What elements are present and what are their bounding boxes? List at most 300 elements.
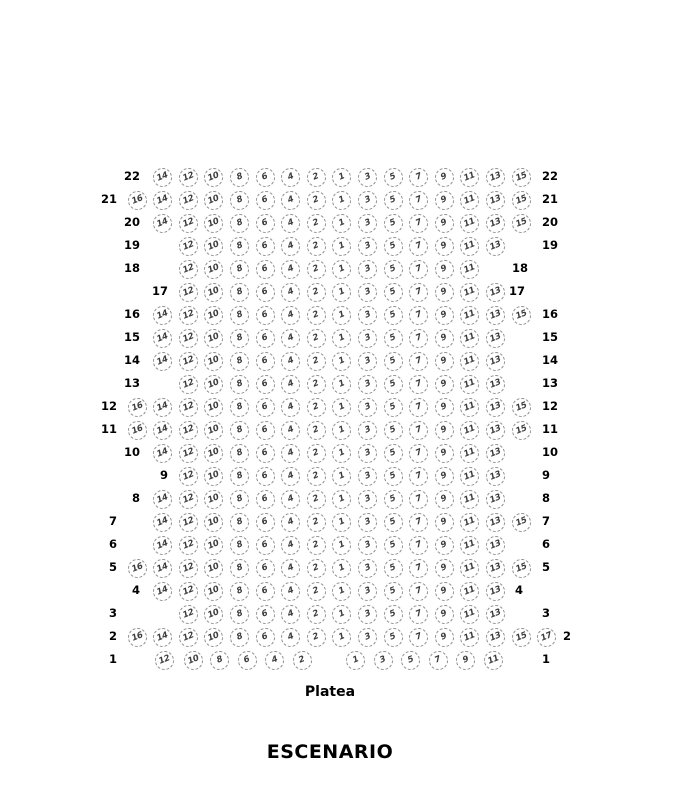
seat-row9-6[interactable] [256, 467, 275, 486]
seat-row15-7[interactable] [409, 329, 428, 348]
seat-row4-14[interactable] [153, 582, 172, 601]
seat-row14-9[interactable] [435, 352, 454, 371]
seat-row11-13[interactable] [486, 421, 505, 440]
seat-row13-13[interactable] [486, 375, 505, 394]
seat-row1-8[interactable] [210, 651, 229, 670]
seat-row6-3[interactable] [358, 536, 377, 555]
seat-row15-6[interactable] [256, 329, 275, 348]
seat-row20-9[interactable] [435, 214, 454, 233]
seat-row12-7[interactable] [409, 398, 428, 417]
seat-row6-11[interactable] [460, 536, 479, 555]
seat-row2-1[interactable] [332, 628, 351, 647]
seat-row1-1[interactable] [346, 651, 365, 670]
seat-row10-13[interactable] [486, 444, 505, 463]
seat-row14-6[interactable] [256, 352, 275, 371]
seat-row18-2[interactable] [307, 260, 326, 279]
seat-row3-1[interactable] [332, 605, 351, 624]
seat-row19-1[interactable] [332, 237, 351, 256]
seat-row3-9[interactable] [435, 605, 454, 624]
seat-row19-7[interactable] [409, 237, 428, 256]
seat-row16-10[interactable] [204, 306, 223, 325]
seat-row5-15[interactable] [512, 559, 531, 578]
seat-row11-6[interactable] [256, 421, 275, 440]
seat-row10-2[interactable] [307, 444, 326, 463]
seat-row9-13[interactable] [486, 467, 505, 486]
seat-row12-12[interactable] [179, 398, 198, 417]
seat-row16-2[interactable] [307, 306, 326, 325]
seat-row9-12[interactable] [179, 467, 198, 486]
seat-row8-9[interactable] [435, 490, 454, 509]
seat-row14-7[interactable] [409, 352, 428, 371]
seat-row11-8[interactable] [230, 421, 249, 440]
seat-row19-6[interactable] [256, 237, 275, 256]
seat-row16-4[interactable] [281, 306, 300, 325]
seat-row10-1[interactable] [332, 444, 351, 463]
seat-row15-9[interactable] [435, 329, 454, 348]
seat-row11-5[interactable] [384, 421, 403, 440]
seat-row12-4[interactable] [281, 398, 300, 417]
seat-row11-10[interactable] [204, 421, 223, 440]
seat-row2-17[interactable] [537, 628, 556, 647]
seat-row2-9[interactable] [435, 628, 454, 647]
seat-row14-11[interactable] [460, 352, 479, 371]
seat-row15-12[interactable] [179, 329, 198, 348]
seat-row15-13[interactable] [486, 329, 505, 348]
seat-row14-12[interactable] [179, 352, 198, 371]
seat-row10-3[interactable] [358, 444, 377, 463]
seat-row5-12[interactable] [179, 559, 198, 578]
seat-row5-8[interactable] [230, 559, 249, 578]
seat-row8-14[interactable] [153, 490, 172, 509]
seat-row15-14[interactable] [153, 329, 172, 348]
seat-row7-10[interactable] [204, 513, 223, 532]
seat-row12-1[interactable] [332, 398, 351, 417]
seat-row22-13[interactable] [486, 168, 505, 187]
seat-row3-11[interactable] [460, 605, 479, 624]
seat-row4-3[interactable] [358, 582, 377, 601]
seat-row9-8[interactable] [230, 467, 249, 486]
seat-row1-2[interactable] [293, 651, 312, 670]
seat-row18-11[interactable] [460, 260, 479, 279]
seat-row14-2[interactable] [307, 352, 326, 371]
seat-row21-7[interactable] [409, 191, 428, 210]
seat-row20-10[interactable] [204, 214, 223, 233]
seat-row7-13[interactable] [486, 513, 505, 532]
seat-row13-4[interactable] [281, 375, 300, 394]
seat-row10-4[interactable] [281, 444, 300, 463]
seat-row9-11[interactable] [460, 467, 479, 486]
seat-row21-3[interactable] [358, 191, 377, 210]
seat-row21-5[interactable] [384, 191, 403, 210]
seat-row3-10[interactable] [204, 605, 223, 624]
seat-row4-13[interactable] [486, 582, 505, 601]
seat-row13-10[interactable] [204, 375, 223, 394]
seat-row18-6[interactable] [256, 260, 275, 279]
seat-row11-7[interactable] [409, 421, 428, 440]
seat-row7-2[interactable] [307, 513, 326, 532]
seat-row4-8[interactable] [230, 582, 249, 601]
seat-row5-5[interactable] [384, 559, 403, 578]
seat-row11-16[interactable] [128, 421, 147, 440]
seat-row9-4[interactable] [281, 467, 300, 486]
seat-row3-2[interactable] [307, 605, 326, 624]
seat-row18-9[interactable] [435, 260, 454, 279]
seat-row9-9[interactable] [435, 467, 454, 486]
seat-row21-1[interactable] [332, 191, 351, 210]
seat-row1-5[interactable] [401, 651, 420, 670]
seat-row3-12[interactable] [179, 605, 198, 624]
seat-row3-8[interactable] [230, 605, 249, 624]
seat-row4-10[interactable] [204, 582, 223, 601]
seat-row19-4[interactable] [281, 237, 300, 256]
seat-row12-9[interactable] [435, 398, 454, 417]
seat-row18-3[interactable] [358, 260, 377, 279]
seat-row3-7[interactable] [409, 605, 428, 624]
seat-row14-10[interactable] [204, 352, 223, 371]
seat-row16-6[interactable] [256, 306, 275, 325]
seat-row22-12[interactable] [179, 168, 198, 187]
seat-row22-11[interactable] [460, 168, 479, 187]
seat-row2-15[interactable] [512, 628, 531, 647]
seat-row8-12[interactable] [179, 490, 198, 509]
seat-row8-8[interactable] [230, 490, 249, 509]
seat-row20-14[interactable] [153, 214, 172, 233]
seat-row6-1[interactable] [332, 536, 351, 555]
seat-row14-13[interactable] [486, 352, 505, 371]
seat-row1-10[interactable] [184, 651, 203, 670]
seat-row17-1[interactable] [332, 283, 351, 302]
seat-row21-16[interactable] [128, 191, 147, 210]
seat-row19-5[interactable] [384, 237, 403, 256]
seat-row12-2[interactable] [307, 398, 326, 417]
seat-row6-13[interactable] [486, 536, 505, 555]
seat-row13-11[interactable] [460, 375, 479, 394]
seat-row20-3[interactable] [358, 214, 377, 233]
seat-row11-4[interactable] [281, 421, 300, 440]
seat-row21-14[interactable] [153, 191, 172, 210]
seat-row5-2[interactable] [307, 559, 326, 578]
seat-row16-13[interactable] [486, 306, 505, 325]
seat-row18-8[interactable] [230, 260, 249, 279]
seat-row14-5[interactable] [384, 352, 403, 371]
seat-row20-7[interactable] [409, 214, 428, 233]
seat-row5-4[interactable] [281, 559, 300, 578]
seat-row18-1[interactable] [332, 260, 351, 279]
seat-row6-5[interactable] [384, 536, 403, 555]
seat-row16-9[interactable] [435, 306, 454, 325]
seat-row5-13[interactable] [486, 559, 505, 578]
seat-row17-9[interactable] [435, 283, 454, 302]
seat-row16-8[interactable] [230, 306, 249, 325]
seat-row12-16[interactable] [128, 398, 147, 417]
seat-row3-6[interactable] [256, 605, 275, 624]
seat-row17-2[interactable] [307, 283, 326, 302]
seat-row22-5[interactable] [384, 168, 403, 187]
seat-row7-15[interactable] [512, 513, 531, 532]
seat-row2-5[interactable] [384, 628, 403, 647]
seat-row22-6[interactable] [256, 168, 275, 187]
seat-row13-5[interactable] [384, 375, 403, 394]
seat-row15-5[interactable] [384, 329, 403, 348]
seat-row10-14[interactable] [153, 444, 172, 463]
seat-row4-9[interactable] [435, 582, 454, 601]
seat-row5-7[interactable] [409, 559, 428, 578]
seat-row5-6[interactable] [256, 559, 275, 578]
seat-row8-5[interactable] [384, 490, 403, 509]
seat-row14-3[interactable] [358, 352, 377, 371]
seat-row7-5[interactable] [384, 513, 403, 532]
seat-row6-7[interactable] [409, 536, 428, 555]
seat-row10-10[interactable] [204, 444, 223, 463]
seat-row21-12[interactable] [179, 191, 198, 210]
seat-row12-8[interactable] [230, 398, 249, 417]
seat-row14-4[interactable] [281, 352, 300, 371]
seat-row12-6[interactable] [256, 398, 275, 417]
seat-row21-11[interactable] [460, 191, 479, 210]
seat-row14-8[interactable] [230, 352, 249, 371]
seat-row3-3[interactable] [358, 605, 377, 624]
seat-row20-12[interactable] [179, 214, 198, 233]
seat-row2-7[interactable] [409, 628, 428, 647]
seat-row16-14[interactable] [153, 306, 172, 325]
seat-row6-10[interactable] [204, 536, 223, 555]
seat-row17-11[interactable] [460, 283, 479, 302]
seat-row20-8[interactable] [230, 214, 249, 233]
seat-row17-13[interactable] [486, 283, 505, 302]
seat-row16-7[interactable] [409, 306, 428, 325]
seat-row10-9[interactable] [435, 444, 454, 463]
seat-row5-11[interactable] [460, 559, 479, 578]
seat-row16-11[interactable] [460, 306, 479, 325]
seat-row10-8[interactable] [230, 444, 249, 463]
seat-row8-2[interactable] [307, 490, 326, 509]
seat-row10-11[interactable] [460, 444, 479, 463]
seat-row21-13[interactable] [486, 191, 505, 210]
seat-row1-4[interactable] [265, 651, 284, 670]
seat-row21-9[interactable] [435, 191, 454, 210]
seat-row20-13[interactable] [486, 214, 505, 233]
seat-row14-14[interactable] [153, 352, 172, 371]
seat-row11-11[interactable] [460, 421, 479, 440]
seat-row2-8[interactable] [230, 628, 249, 647]
seat-row7-8[interactable] [230, 513, 249, 532]
seat-row19-12[interactable] [179, 237, 198, 256]
seat-row13-8[interactable] [230, 375, 249, 394]
seat-row13-9[interactable] [435, 375, 454, 394]
seat-row2-14[interactable] [153, 628, 172, 647]
seat-row22-10[interactable] [204, 168, 223, 187]
seat-row3-4[interactable] [281, 605, 300, 624]
seat-row9-2[interactable] [307, 467, 326, 486]
seat-row6-14[interactable] [153, 536, 172, 555]
seat-row11-1[interactable] [332, 421, 351, 440]
seat-row21-4[interactable] [281, 191, 300, 210]
seat-row18-7[interactable] [409, 260, 428, 279]
seat-row16-15[interactable] [512, 306, 531, 325]
seat-row18-5[interactable] [384, 260, 403, 279]
seat-row12-3[interactable] [358, 398, 377, 417]
seat-row13-3[interactable] [358, 375, 377, 394]
seat-row12-13[interactable] [486, 398, 505, 417]
seat-row10-12[interactable] [179, 444, 198, 463]
seat-row22-3[interactable] [358, 168, 377, 187]
seat-row6-9[interactable] [435, 536, 454, 555]
seat-row15-11[interactable] [460, 329, 479, 348]
seat-row12-5[interactable] [384, 398, 403, 417]
seat-row10-6[interactable] [256, 444, 275, 463]
seat-row8-13[interactable] [486, 490, 505, 509]
seat-row20-2[interactable] [307, 214, 326, 233]
seat-row2-3[interactable] [358, 628, 377, 647]
seat-row9-7[interactable] [409, 467, 428, 486]
seat-row22-9[interactable] [435, 168, 454, 187]
seat-row2-4[interactable] [281, 628, 300, 647]
seat-row19-2[interactable] [307, 237, 326, 256]
seat-row22-14[interactable] [153, 168, 172, 187]
seat-row9-3[interactable] [358, 467, 377, 486]
seat-row16-3[interactable] [358, 306, 377, 325]
seat-row18-4[interactable] [281, 260, 300, 279]
seat-row4-7[interactable] [409, 582, 428, 601]
seat-row13-2[interactable] [307, 375, 326, 394]
seat-row7-11[interactable] [460, 513, 479, 532]
seat-row19-11[interactable] [460, 237, 479, 256]
seat-row22-1[interactable] [332, 168, 351, 187]
seat-row11-12[interactable] [179, 421, 198, 440]
seat-row1-12[interactable] [155, 651, 174, 670]
seat-row10-5[interactable] [384, 444, 403, 463]
seat-row20-4[interactable] [281, 214, 300, 233]
seat-row15-2[interactable] [307, 329, 326, 348]
seat-row7-1[interactable] [332, 513, 351, 532]
seat-row5-3[interactable] [358, 559, 377, 578]
seat-row5-16[interactable] [128, 559, 147, 578]
seat-row13-7[interactable] [409, 375, 428, 394]
seat-row2-6[interactable] [256, 628, 275, 647]
seat-row18-12[interactable] [179, 260, 198, 279]
seat-row11-9[interactable] [435, 421, 454, 440]
seat-row13-1[interactable] [332, 375, 351, 394]
seat-row7-14[interactable] [153, 513, 172, 532]
seat-row16-5[interactable] [384, 306, 403, 325]
seat-row21-2[interactable] [307, 191, 326, 210]
seat-row13-12[interactable] [179, 375, 198, 394]
seat-row9-1[interactable] [332, 467, 351, 486]
seat-row7-9[interactable] [435, 513, 454, 532]
seat-row8-3[interactable] [358, 490, 377, 509]
seat-row4-4[interactable] [281, 582, 300, 601]
seat-row12-10[interactable] [204, 398, 223, 417]
seat-row17-3[interactable] [358, 283, 377, 302]
seat-row19-9[interactable] [435, 237, 454, 256]
seat-row11-2[interactable] [307, 421, 326, 440]
seat-row15-10[interactable] [204, 329, 223, 348]
seat-row19-13[interactable] [486, 237, 505, 256]
seat-row17-6[interactable] [256, 283, 275, 302]
seat-row22-4[interactable] [281, 168, 300, 187]
seat-row15-8[interactable] [230, 329, 249, 348]
seat-row22-7[interactable] [409, 168, 428, 187]
seat-row7-4[interactable] [281, 513, 300, 532]
seat-row22-15[interactable] [512, 168, 531, 187]
seat-row3-13[interactable] [486, 605, 505, 624]
seat-row20-15[interactable] [512, 214, 531, 233]
seat-row5-14[interactable] [153, 559, 172, 578]
seat-row17-8[interactable] [230, 283, 249, 302]
seat-row12-11[interactable] [460, 398, 479, 417]
seat-row17-5[interactable] [384, 283, 403, 302]
seat-row19-3[interactable] [358, 237, 377, 256]
seat-row6-2[interactable] [307, 536, 326, 555]
seat-row5-9[interactable] [435, 559, 454, 578]
seat-row8-10[interactable] [204, 490, 223, 509]
seat-row12-14[interactable] [153, 398, 172, 417]
seat-row15-1[interactable] [332, 329, 351, 348]
seat-row19-10[interactable] [204, 237, 223, 256]
seat-row7-6[interactable] [256, 513, 275, 532]
seat-row15-3[interactable] [358, 329, 377, 348]
seat-row9-10[interactable] [204, 467, 223, 486]
seat-row7-12[interactable] [179, 513, 198, 532]
seat-row16-12[interactable] [179, 306, 198, 325]
seat-row20-5[interactable] [384, 214, 403, 233]
seat-row4-5[interactable] [384, 582, 403, 601]
seat-row11-15[interactable] [512, 421, 531, 440]
seat-row4-11[interactable] [460, 582, 479, 601]
seat-row13-6[interactable] [256, 375, 275, 394]
seat-row16-1[interactable] [332, 306, 351, 325]
seat-row20-1[interactable] [332, 214, 351, 233]
seat-row17-12[interactable] [179, 283, 198, 302]
seat-row1-3[interactable] [374, 651, 393, 670]
seat-row2-10[interactable] [204, 628, 223, 647]
seat-row6-8[interactable] [230, 536, 249, 555]
seat-row11-14[interactable] [153, 421, 172, 440]
seat-row9-5[interactable] [384, 467, 403, 486]
seat-row4-12[interactable] [179, 582, 198, 601]
seat-row2-13[interactable] [486, 628, 505, 647]
seat-row20-6[interactable] [256, 214, 275, 233]
seat-row1-11[interactable] [484, 651, 503, 670]
seat-row6-12[interactable] [179, 536, 198, 555]
seat-row14-1[interactable] [332, 352, 351, 371]
seat-row21-8[interactable] [230, 191, 249, 210]
seat-row4-6[interactable] [256, 582, 275, 601]
seat-row10-7[interactable] [409, 444, 428, 463]
seat-row22-2[interactable] [307, 168, 326, 187]
seat-row8-1[interactable] [332, 490, 351, 509]
seat-row21-15[interactable] [512, 191, 531, 210]
seat-row2-16[interactable] [128, 628, 147, 647]
seat-row2-11[interactable] [460, 628, 479, 647]
seat-row22-8[interactable] [230, 168, 249, 187]
seat-row8-6[interactable] [256, 490, 275, 509]
seat-row17-7[interactable] [409, 283, 428, 302]
seat-row18-10[interactable] [204, 260, 223, 279]
seat-row8-4[interactable] [281, 490, 300, 509]
seat-row5-1[interactable] [332, 559, 351, 578]
seat-row21-10[interactable] [204, 191, 223, 210]
seat-row3-5[interactable] [384, 605, 403, 624]
seat-row4-2[interactable] [307, 582, 326, 601]
seat-row20-11[interactable] [460, 214, 479, 233]
seat-row15-4[interactable] [281, 329, 300, 348]
seat-row19-8[interactable] [230, 237, 249, 256]
seat-row11-3[interactable] [358, 421, 377, 440]
seat-row2-12[interactable] [179, 628, 198, 647]
seat-row21-6[interactable] [256, 191, 275, 210]
seat-row1-6[interactable] [238, 651, 257, 670]
